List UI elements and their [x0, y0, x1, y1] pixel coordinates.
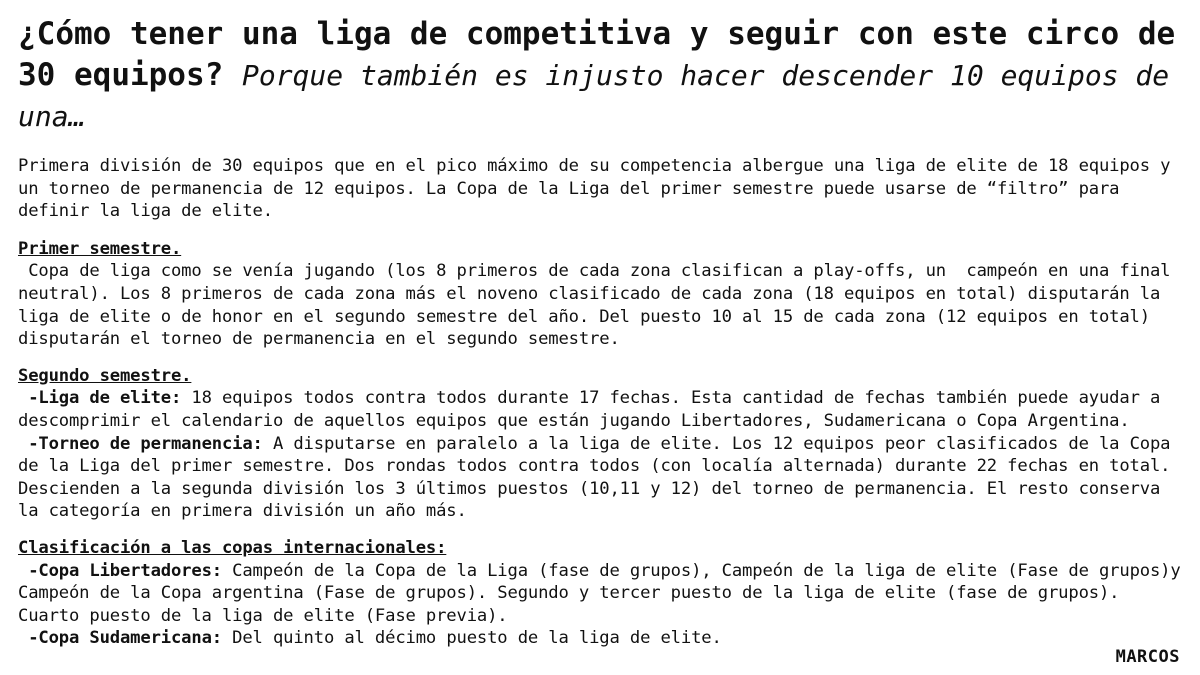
intro-paragraph: Primera división de 30 equipos que en el pico máximo de su competencia albergue una liga de elite de 18 equipos y un torneo de permanencia de 12 equipos. La Copa de la Liga del primer semestre puede usarse de “filtro” para definir la liga de elite.	[18, 156, 1181, 222]
list-item-copa-sudamericana	[18, 627, 1190, 650]
document	[18, 14, 1190, 664]
page-title	[18, 14, 1190, 137]
item-label: -Copa Sudamericana:	[18, 628, 222, 649]
item-label: -Copa Libertadores:	[18, 560, 222, 581]
item-label: -Liga de elite:	[18, 388, 182, 409]
section-heading: Primer semestre.	[18, 238, 182, 259]
list-item-torneo-permanencia	[18, 433, 1190, 523]
item-label: -Torneo de permanencia:	[18, 433, 263, 454]
section-heading: Segundo semestre.	[18, 365, 192, 386]
item-text: Campeón de la Copa de la Liga (fase de grupos), Campeón de la liga de elite (Fase de grupos)y Campeón de la Copa argentina (Fase de grupos). Segundo y tercer puesto de la liga de elite (fase de grupos). Cuarto puesto de la liga de elite (Fase previa).	[18, 560, 1191, 626]
list-item-copa-libertadores	[18, 560, 1190, 628]
author-signature: MARCOS	[1115, 647, 1180, 667]
item-text: 18 equipos todos contra todos durante 17 fechas. Esta cantidad de fechas también puede ayudar a descomprimir el calendario de aquellos equipos que están jugando Libertadores, Sudamericana o Copa Argentina.	[18, 388, 1171, 431]
list-item-liga-elite	[18, 387, 1190, 432]
section-segundo-semestre	[18, 365, 1190, 523]
section-body: Copa de liga como se venía jugando (los 8 primeros de cada zona clasifican a play-offs, un campeón en una final neutral). Los 8 primeros de cada zona más el noveno clasificado de cada zona (18 equipos en total) disputarán la liga de elite o de honor en el segundo semestre del año. Del puesto 10 al 15 de cada zona (12 equipos en total) disputarán el torneo de permanencia en el segundo semestre.	[18, 261, 1181, 350]
title-subtitle: Porque también es injusto hacer descender 10 equipos de una…	[18, 59, 1170, 133]
item-text: Del quinto al décimo puesto de la liga de elite.	[221, 628, 722, 649]
section-primer-semestre	[18, 238, 1190, 351]
section-heading: Clasificación a las copas internacionales:	[18, 537, 447, 558]
section-clasificacion	[18, 537, 1190, 650]
title-question: ¿Cómo tener una liga de competitiva y seguir con este circo de 30 equipos?	[18, 16, 1176, 93]
item-text: A disputarse en paralelo a la liga de elite. Los 12 equipos peor clasificados de la Copa de la Liga del primer semestre. Dos rondas todos contra todos (con localía alternada) durante 22 fechas en total. Descienden a la segunda división los 3 últimos puestos (10,11 y 12) del torneo de permanencia. El resto conserva la categoría en primera división un año más.	[18, 433, 1181, 522]
